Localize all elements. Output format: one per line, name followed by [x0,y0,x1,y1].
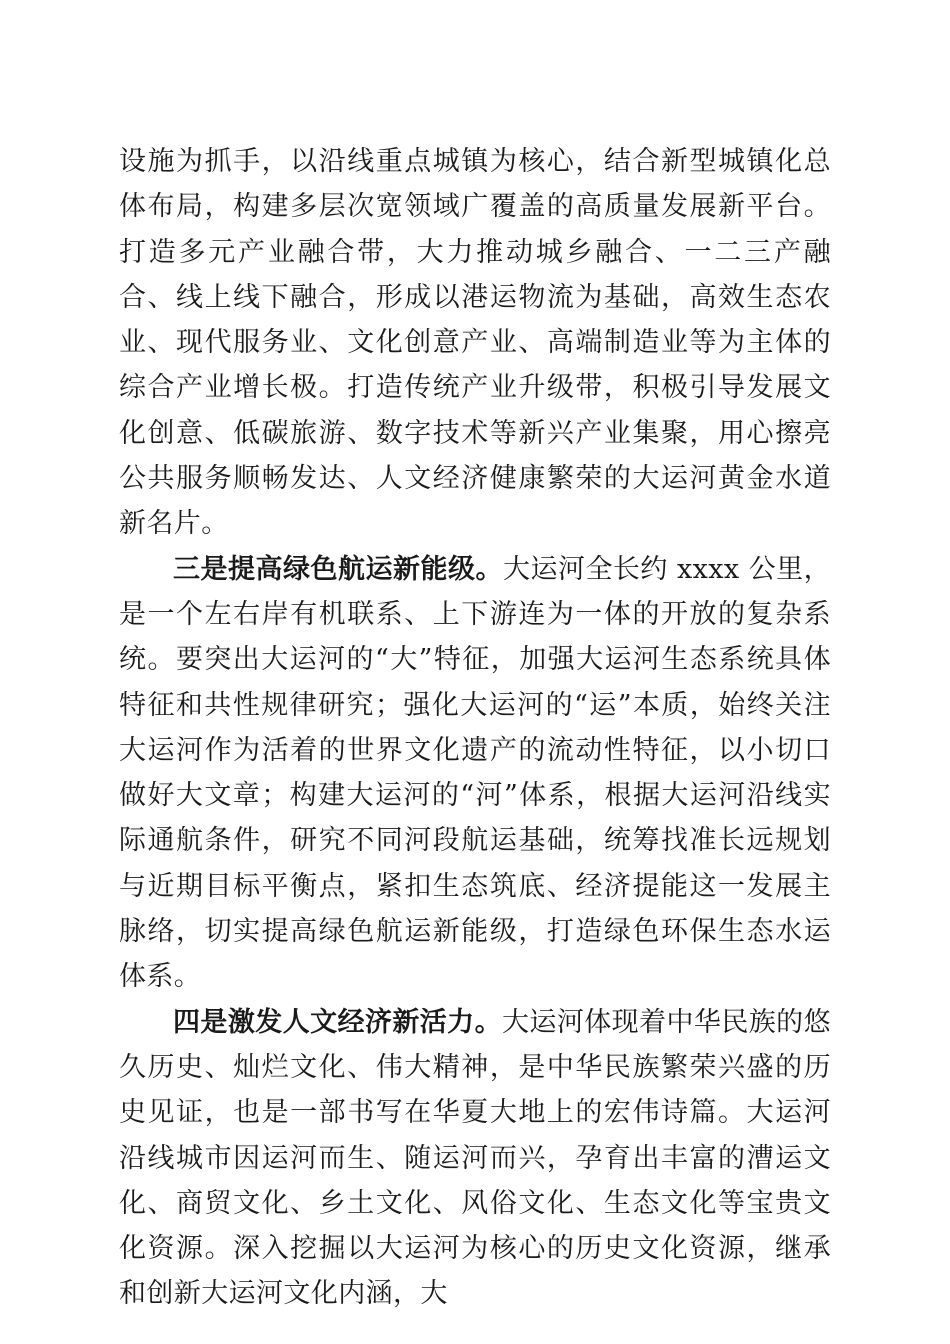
paragraph-continuation [119,139,831,547]
paragraph-green-shipping [119,547,831,1000]
paragraph-3-text: 大运河体现着中华民族的悠久历史、灿烂文化、伟大精神，是中华民族繁荣兴盛的历史见证，也是一部书写在华夏大地上的宏伟诗篇。大运河沿线城市因运河而生、随运河而兴，孕育出丰富的漕运文化、商贸文化、乡土文化、风俗文化、生态文化等宝贵文化资源。深入挖掘以大运河为核心的历史文化资源，继承和创新大运河文化内涵，大 [119,1006,831,1310]
paragraph-2-heading: 三是提高绿色航运新能级。 [173,553,503,585]
paragraph-2-text: 大运河全长约 xxxx 公里，是一个左右岸有机联系、上下游连为一体的开放的复杂系统。要突出大运河的“大”特征，加强大运河生态系统具体特征和共性规律研究；强化大运河的“运”本质，始终关注大运河作为活着的世界文化遗产的流动性特征，以小切口做好大文章；构建大运河的“河”体系，根据大运河沿线实际通航条件，研究不同河段航运基础，统筹找准长远规划与近期目标平衡点，紧扣生态筑底、经济提能这一发展主脉络，切实提高绿色航运新能级，打造绿色环保生态水运体系。 [119,553,831,993]
paragraph-1-text: 设施为抓手，以沿线重点城镇为核心，结合新型城镇化总体布局，构建多层次宽领域广覆盖的高质量发展新平台。打造多元产业融合带，大力推动城乡融合、一二三产融合、线上线下融合，形成以港运物流为基础，高效生态农业、现代服务业、文化创意产业、高端制造业等为主体的综合产业增长极。打造传统产业升级带，积极引导发展文化创意、低碳旅游、数字技术等新兴产业集聚，用心擦亮公共服务顺畅发达、人文经济健康繁荣的大运河黄金水道新名片。 [119,146,831,540]
paragraph-3-heading: 四是激发人文经济新活力。 [173,1006,502,1038]
paragraph-humanities-economy [119,1000,831,1317]
body-text [119,139,831,1317]
